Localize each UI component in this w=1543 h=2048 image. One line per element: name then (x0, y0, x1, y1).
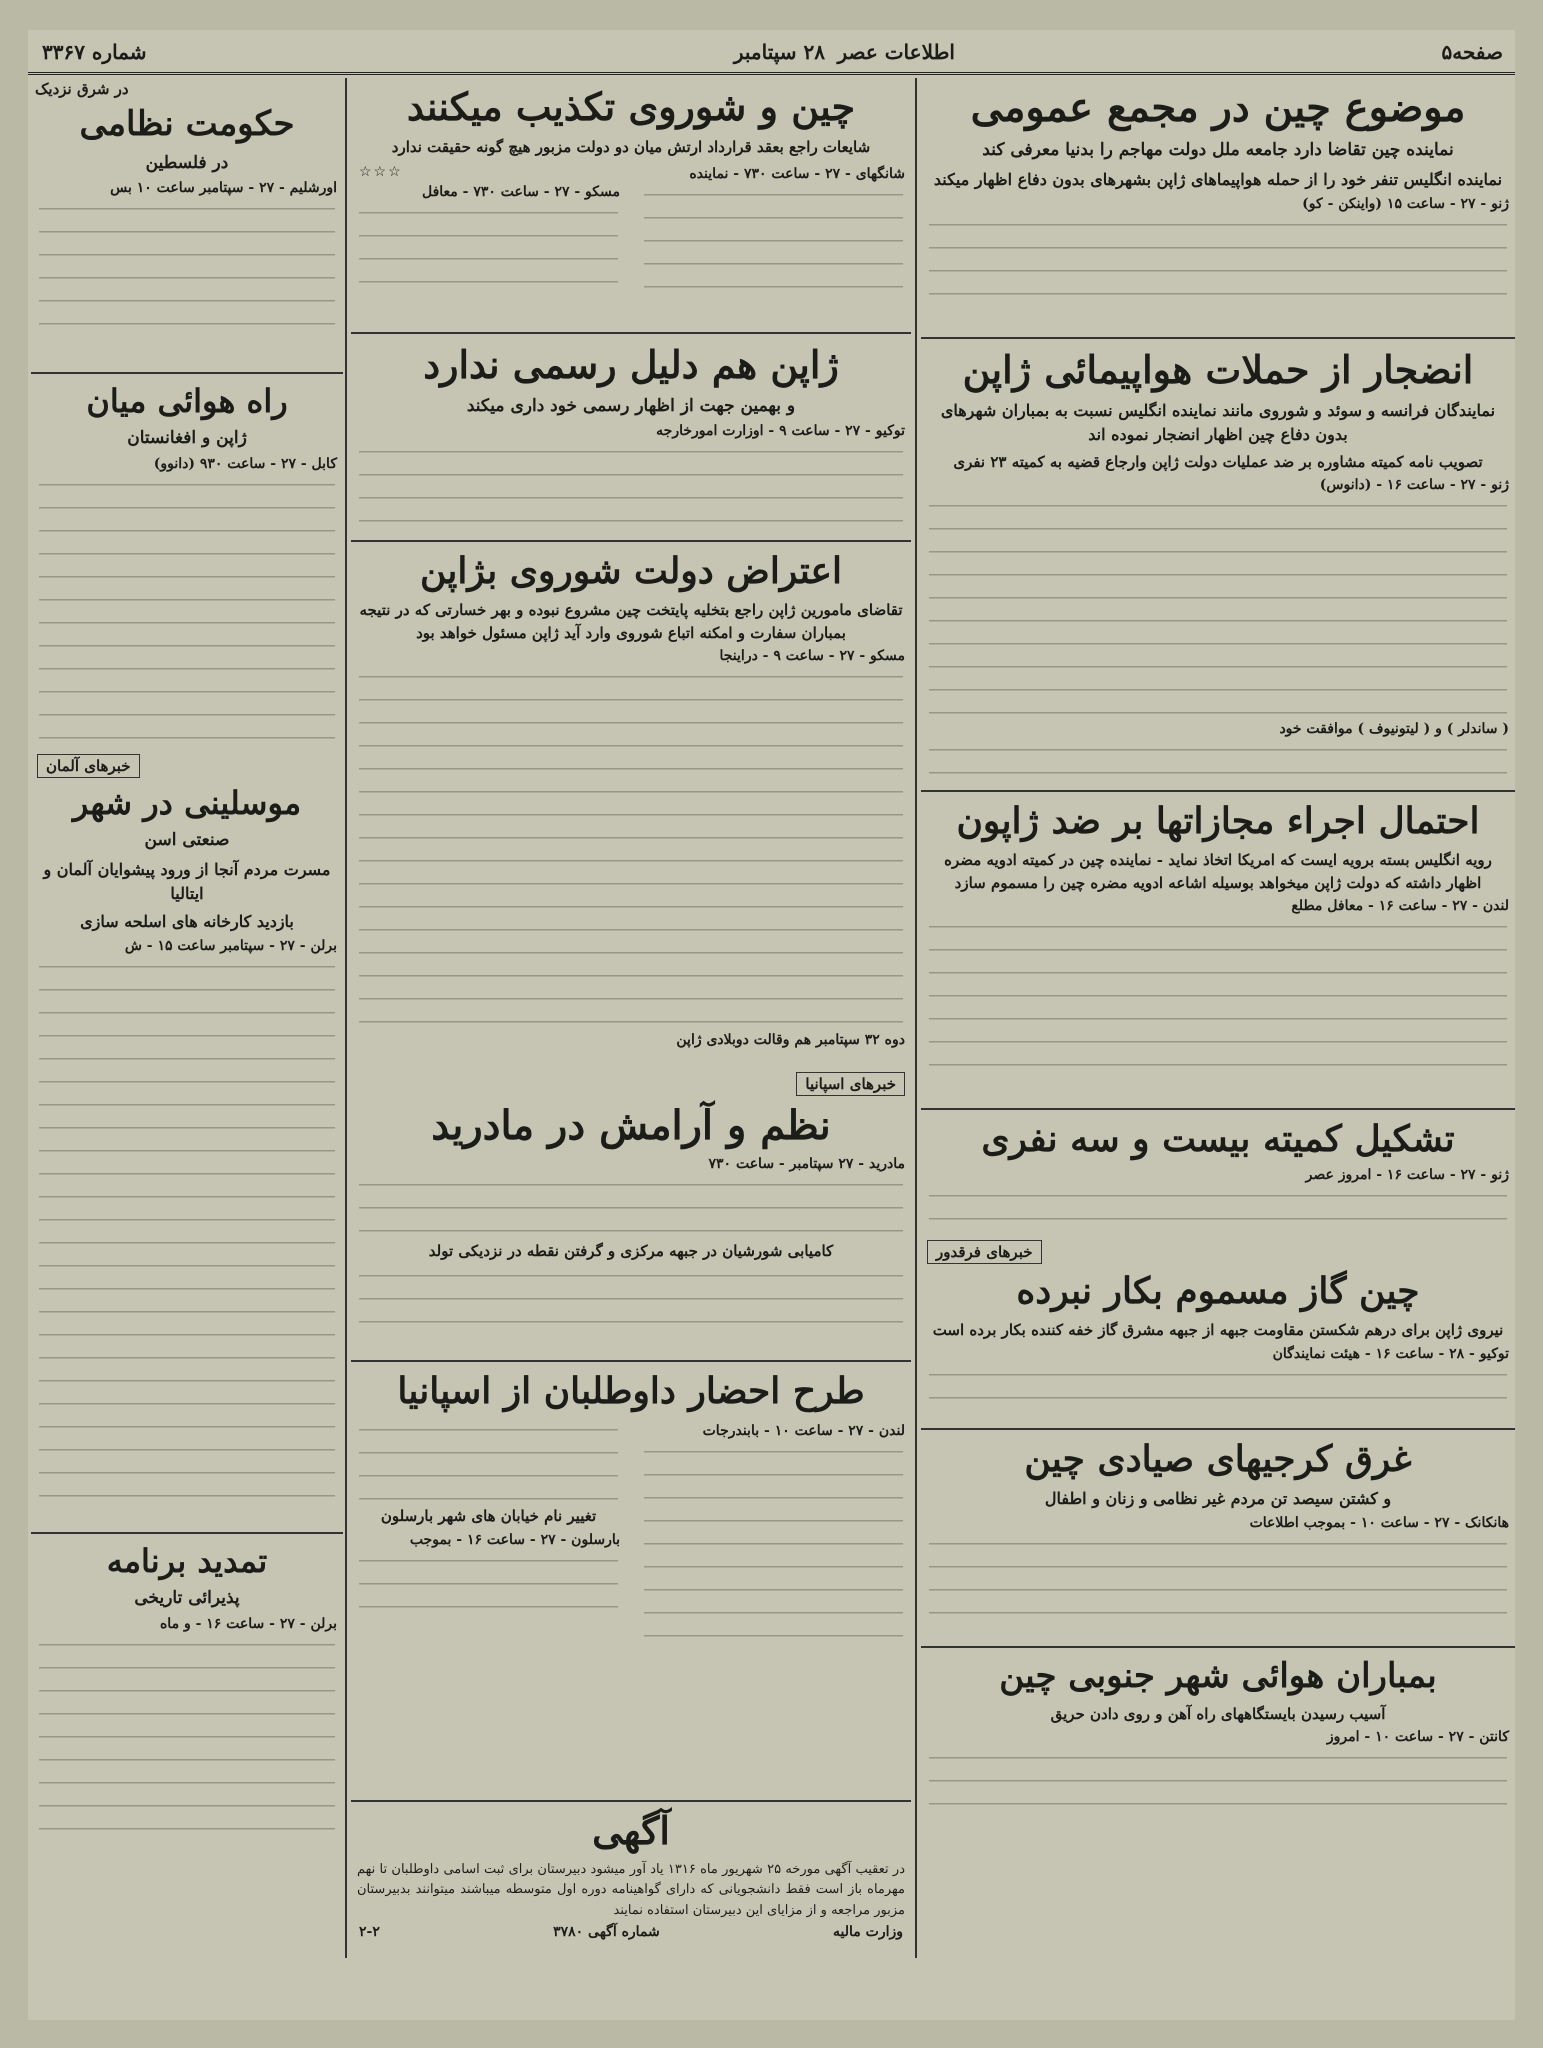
section-tag: خبرهای آلمان (37, 754, 140, 778)
article-body-text (359, 204, 618, 294)
article-china-soviet-deny (351, 84, 911, 324)
subheadline: و کشتن سیصد تن مردم غیر نظامی و زنان و اطفال (1044, 1489, 1392, 1509)
article-disgust-air-raids (921, 347, 1515, 782)
subheadline: تغییر نام خیابان های شهر بارسلون (380, 1507, 597, 1526)
article-volunteers-spain (351, 1370, 911, 1670)
headline: غرق کرجیهای صیادی چین (1024, 1438, 1412, 1480)
issue-number: شماره ۳۳۶۷ (42, 40, 147, 64)
article-soviet-protest (351, 550, 911, 1070)
article-body-text (929, 1366, 1507, 1414)
article-sanctions-japan (921, 800, 1515, 1100)
article-body-text (39, 200, 335, 340)
subheadline: آسیب رسیدن بایستگاههای راه آهن و روی دادن حریق (1050, 1704, 1386, 1723)
article-committee-23 (921, 1118, 1515, 1238)
headline: احتمال اجراء مجازاتها بر ضد ژاپون (956, 800, 1480, 842)
dateline: بارسلون - ۲۷ - ساعت ۱۶ - بموجب (409, 1531, 620, 1548)
subheadline: نماینده چین تقاضا دارد جامعه ملل دولت مهاجم را بدنیا معرفی کند (982, 140, 1454, 160)
headline: راه هوائی میان (86, 382, 288, 420)
article-bombing-south-china (921, 1656, 1515, 1806)
headline: ژاپن هم دلیل رسمی ندارد (423, 342, 839, 387)
article-body-text (359, 1421, 618, 1501)
headline: تمدید برنامه (106, 1542, 268, 1580)
article-body-text (929, 1749, 1507, 1819)
dateline: اورشلیم - ۲۷ - سپتامبر ساعت ۱۰ بس (110, 180, 337, 197)
dateline: کانتن - ۲۷ - ساعت ۱۰ - امروز (1326, 1729, 1509, 1746)
article-japan-no-reason (351, 342, 911, 532)
headline: چین و شوروی تکذیب میکنند (406, 84, 856, 129)
article-body-text (359, 1176, 903, 1236)
subheadline: در فلسطین (145, 152, 229, 173)
dateline: توکیو - ۲۸ - ساعت ۱۶ - هیئت نمایندگان (1272, 1345, 1509, 1362)
subheadline: و بهمین جهت از اظهار رسمی خود داری میکند (466, 395, 796, 416)
column-rule-left (345, 78, 347, 1958)
article-program-extension (31, 1542, 343, 1842)
article-body-text (359, 1552, 618, 1622)
article-body-text (929, 741, 1507, 781)
paper-date: ۲۸ سپتامبر (733, 40, 825, 64)
article-madrid-order (351, 1102, 911, 1352)
subheadline: بازدید کارخانه های اسلحه سازی (80, 911, 294, 931)
headline: موسلینی در شهر (72, 784, 302, 822)
article-body-text (359, 668, 903, 1028)
subheadline: تصویب نامه کمیته مشاوره بر ضد عملیات دولت ژاپن وارجاع قضیه به کمیته ۲۳ نفری (953, 452, 1483, 471)
article-fishing-boats (921, 1438, 1515, 1638)
notice-headline: آگهی (592, 1808, 670, 1853)
subheadline: نمایندگان فرانسه و سوئد و شوروی مانند نماینده انگلیس نسبت به بمباران شهرهای بدون دفاع چین اظهار انضجار نموده اند (940, 400, 1496, 444)
article-body-text (929, 216, 1507, 306)
article-body-text (359, 443, 903, 523)
dateline: مادرید - ۲۷ سپتامبر - ساعت ۷۳۰ (708, 1156, 905, 1172)
middle-column (351, 78, 911, 1670)
signoff: دوه ۳۲ سپتامبر هم وقالت دوبلادی ژاپن (676, 1032, 905, 1049)
headline: انضجار از حملات هواپیمائی ژاپن (962, 347, 1474, 392)
article-body-text (39, 1636, 335, 1846)
subheadline: نیروی ژاپن برای درهم شکستن مقاومت جبهه از جبهه مشرق گاز خفه کننده بکار برده است (932, 1321, 1504, 1340)
headline: تشکیل کمیته بیست و سه نفری (981, 1118, 1455, 1160)
article-body-text (929, 1187, 1507, 1227)
subheadline: صنعتی اسن (144, 830, 230, 851)
right-column (921, 78, 1515, 1806)
paper-name: اطلاعات عصر (837, 40, 955, 64)
article-china-general-assembly (921, 84, 1515, 329)
subheadline: ژاپن و افغانستان (127, 428, 247, 449)
headline: نظم و آرامش در مادرید (431, 1102, 831, 1149)
subheadline: رویه انگلیس بسته برویه ایست که امریکا اتخاذ نماید - نماینده چین در کمیته ادویه مضره اظهار داشته که دولت ژاپن میخواهد بوسیله اشاعه ادویه مضره چین را مسموم سازد (944, 851, 1492, 892)
section-tag: خبرهای اسپانیا (796, 1072, 905, 1096)
headline: حکومت نظامی (79, 104, 295, 144)
article-body-text (39, 958, 335, 1518)
dateline: ژنو - ۲۷ - ساعت ۱۵ (واینکن - کو) (1302, 195, 1509, 212)
section-kicker: در شرق نزدیک (35, 80, 129, 98)
subheadline: پذیرائی تاریخی (134, 1588, 240, 1609)
dateline: مسکو - ۲۷ - ساعت ۷۳۰ - معافل (421, 184, 620, 201)
newspaper-page (28, 30, 1515, 2020)
notice-signer: وزارت مالیه (833, 1923, 903, 1940)
article-mussolini-essen (31, 784, 343, 1524)
text-parties: ( ساندلر ) و ( لیتونیوف ) موافقت خود (1279, 721, 1509, 738)
headline: اعتراض دولت شوروی بژاپن (419, 550, 843, 592)
article-martial-law (31, 104, 343, 364)
notice-number: شماره آگهی ۳۷۸۰ (553, 1923, 660, 1940)
dateline: لندن - ۲۷ - ساعت ۱۰ - بابندرجات (702, 1423, 905, 1440)
article-body-text (39, 476, 335, 746)
notice-box (351, 1800, 911, 1972)
section-tag: خبرهای فرقدور (927, 1240, 1042, 1264)
article-air-route (31, 382, 343, 752)
column-rule-right (915, 78, 917, 1958)
subheadline: شایعات راجع بعقد قرارداد ارتش میان دو دولت مزبور هیچ گونه حقیقت ندارد (391, 137, 871, 156)
page-label: صفحه۵ (1441, 40, 1503, 64)
subheadline: کامیابی شورشیان در جبهه مرکزی و گرفتن نقطه در نزدیکی تولد (428, 1242, 834, 1260)
headline: چین گاز مسموم بکار نبرده (1016, 1270, 1420, 1312)
notice-text: در تعقیب آگهی مورخه ۲۵ شهریور ماه ۱۳۱۶ یاد آور میشود دبیرستان برای ثبت اسامی داوطلبان تا نهم مهرماه باز است فقط دانشجویانی که دارای گواهینامه دوره اول متوسطه میباشند میتوانند بدبیرستان مزبور مراجعه و از مزایای این دبیرستان استفاده نمایند (357, 1861, 905, 1919)
dateline: برلن - ۲۷ - ساعت ۱۶ - و ماه (159, 1615, 337, 1632)
subheadline: نماینده انگلیس تنفر خود را از حمله هواپیماهای ژاپن بشهرهای بدون دفاع اظهار میکند (933, 169, 1503, 189)
star-ornament: ☆☆☆ (359, 164, 403, 181)
dateline: هانکانک - ۲۷ - ساعت ۱۰ - بموجب اطلاعات (1249, 1515, 1509, 1532)
left-column (31, 78, 343, 1842)
dateline: کابل - ۲۷ - ساعت ۹۳۰ (دانوو) (153, 455, 337, 472)
article-body-text (644, 186, 903, 296)
dateline: شانگهای - ۲۷ - ساعت ۷۳۰ - نماینده (689, 166, 905, 183)
article-no-poison-gas (921, 1270, 1515, 1420)
dateline: لندن - ۲۷ - ساعت ۱۶ - معافل مطلع (1291, 898, 1509, 915)
dateline: ژنو - ۲۷ - ساعت ۱۶ - (دانوس) (1319, 477, 1509, 494)
headline: بمباران هوائی شهر جنوبی چین (999, 1656, 1437, 1696)
subheadline: مسرت مردم آنجا از ورود پیشوایان آلمان و ایتالیا (43, 859, 331, 903)
headline: طرح احضار داوطلبان از اسپانیا (397, 1370, 865, 1412)
headline: موضوع چین در مجمع عمومی (970, 84, 1466, 131)
dateline: ژنو - ۲۷ - ساعت ۱۶ - امروز عصر (1305, 1167, 1509, 1184)
article-body-text (644, 1443, 903, 1643)
subheadline: تقاضای مامورین ژاپن راجع بتخلیه پایتخت چین مشروع نبوده و بهر خسارتی که در نتیجه بمباران سفارت و امکنه اتباع شوروی وارد آید ژاپن مسئول خواهد بود (359, 601, 903, 642)
dateline: برلن - ۲۷ - سپتامبر ساعت ۱۵ - ش (124, 937, 337, 954)
article-body-text (359, 1267, 903, 1337)
article-body-text (929, 1535, 1507, 1627)
article-body-text (929, 918, 1507, 1068)
dateline: مسکو - ۲۷ - ساعت ۹ - دراینجا (719, 648, 905, 665)
masthead (28, 30, 1515, 75)
article-body-text (929, 497, 1507, 717)
notice-code: ۲-۲ (359, 1923, 380, 1940)
dateline: توکیو - ۲۷ - ساعت ۹ - اوزارت امورخارجه (656, 423, 905, 440)
